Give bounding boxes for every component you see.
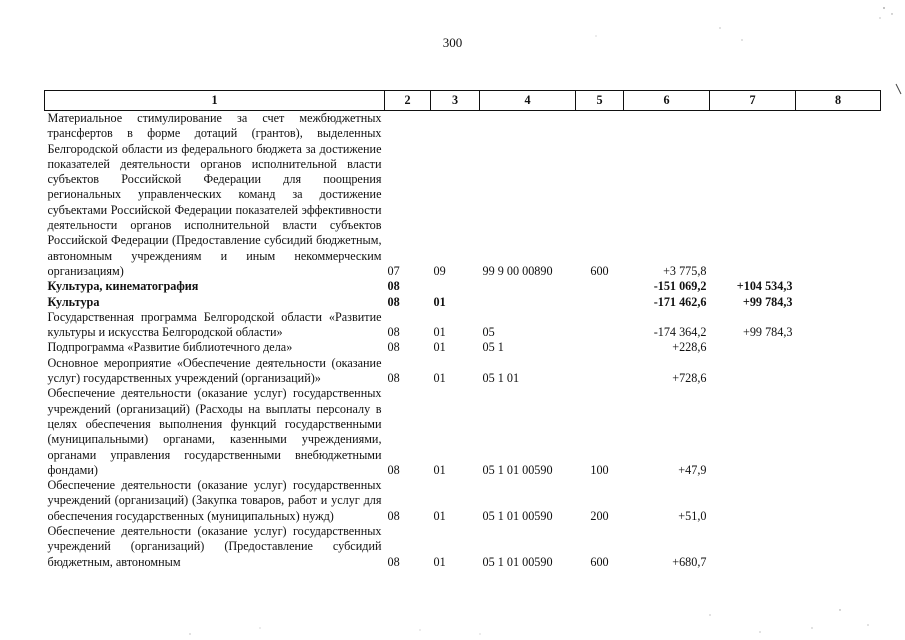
row-expense-type xyxy=(576,279,624,294)
row-section-code: 08 xyxy=(387,340,400,355)
table-row xyxy=(45,111,881,280)
page-number: 300 xyxy=(442,35,463,50)
table-row xyxy=(45,386,881,478)
row-subsection-code xyxy=(431,279,480,294)
column-header: 1 xyxy=(45,91,385,111)
row-target-article: 05 1 01 xyxy=(482,371,520,386)
row-expense-type xyxy=(576,356,624,387)
row-section-code: 08 xyxy=(387,279,400,294)
row-amount-col6: -151 069,2 xyxy=(653,279,707,294)
row-amount-col7 xyxy=(710,111,796,280)
row-subsection-code: 01 xyxy=(433,554,446,569)
row-amount-col6: +228,6 xyxy=(672,340,707,355)
row-name: Культура xyxy=(47,294,100,309)
column-header: 6 xyxy=(624,91,710,111)
row-target-article: 05 1 01 00590 xyxy=(482,554,553,569)
row-expense-type xyxy=(576,310,624,341)
row-amount-col7: +104 534,3 xyxy=(736,279,793,294)
row-amount-col6: +51,0 xyxy=(678,508,707,523)
row-amount-col6: -171 462,6 xyxy=(653,294,707,309)
row-expense-type: 600 xyxy=(590,554,609,569)
row-name: Обеспечение деятельности (оказание услуг) государственных учреждений (организаций) (Закупка товаров, работ и услуг для обеспечения государственных (муниципальных) нужд) xyxy=(47,478,382,523)
row-amount-col8 xyxy=(796,524,881,570)
row-amount-col8 xyxy=(796,356,881,387)
row-expense-type xyxy=(576,295,624,310)
row-subsection-code: 01 xyxy=(433,462,446,477)
row-section-code: 08 xyxy=(387,294,400,309)
column-header: 7 xyxy=(710,91,796,111)
row-target-article: 99 9 00 00890 xyxy=(482,263,553,278)
row-amount-col7 xyxy=(710,478,796,524)
row-section-code: 08 xyxy=(387,462,400,477)
header-row xyxy=(45,91,881,111)
row-subsection-code: 01 xyxy=(433,340,446,355)
row-name: Обеспечение деятельности (оказание услуг) государственных учреждений (организаций) (Расходы на выплаты персоналу в целях обеспечения выполнения функций государственными (муниципальными) органами, казенными учреждениями, органами управления государственными внебюджетными фондами) xyxy=(47,386,382,477)
budget-table xyxy=(44,90,881,570)
column-header: 8 xyxy=(796,91,881,111)
row-target-article xyxy=(480,279,576,294)
row-section-code: 08 xyxy=(387,325,400,340)
row-section-code: 08 xyxy=(387,371,400,386)
row-amount-col8 xyxy=(796,111,881,280)
table-row xyxy=(45,279,881,294)
column-header: 4 xyxy=(480,91,576,111)
row-name: Государственная программа Белгородской области «Развитие культуры и искусства Белгородской области» xyxy=(47,309,382,340)
column-header: 2 xyxy=(385,91,431,111)
row-amount-col7 xyxy=(710,340,796,355)
row-amount-col6: +47,9 xyxy=(678,462,707,477)
row-target-article: 05 xyxy=(482,325,495,340)
row-amount-col8 xyxy=(796,478,881,524)
table-row xyxy=(45,478,881,524)
table-row xyxy=(45,295,881,310)
column-header: 3 xyxy=(431,91,480,111)
row-expense-type xyxy=(576,340,624,355)
row-subsection-code: 09 xyxy=(433,263,446,278)
row-amount-col7: +99 784,3 xyxy=(742,325,793,340)
row-amount-col6: -174 364,2 xyxy=(653,325,707,340)
row-section-code: 08 xyxy=(387,554,400,569)
table-row xyxy=(45,340,881,355)
row-section-code: 08 xyxy=(387,508,400,523)
row-target-article xyxy=(480,295,576,310)
row-amount-col7 xyxy=(710,356,796,387)
row-name: Обеспечение деятельности (оказание услуг) государственных учреждений (организаций) (Предоставление субсидий бюджетным, автономным xyxy=(47,524,382,569)
row-target-article: 05 1 01 00590 xyxy=(482,508,553,523)
row-name: Материальное стимулирование за счет межбюджетных трансфертов в форме дотаций (грантов), выделенных Белгородской области из федерального бюджета за достижение показателей деятельности органов исполнительной власти субъектов Российской Федерации для поощрения региональных управленческих команд за достижение субъектами Российской Федерации показателей эффективности деятельности органов исполнительной власти субъектов Российской Федерации (Предоставление субсидий бюджетным, автономным учреждениям и иным некоммерческим организациям) xyxy=(47,111,382,278)
row-subsection-code: 01 xyxy=(433,325,446,340)
row-subsection-code: 01 xyxy=(433,508,446,523)
row-amount-col6: +680,7 xyxy=(672,554,707,569)
row-amount-col8 xyxy=(796,310,881,341)
row-amount-col6: +728,6 xyxy=(672,371,707,386)
row-expense-type: 100 xyxy=(590,462,609,477)
row-name: Культура, кинематография xyxy=(47,279,199,294)
row-subsection-code: 01 xyxy=(433,371,446,386)
row-amount-col7 xyxy=(710,386,796,478)
row-expense-type: 200 xyxy=(590,508,609,523)
row-amount-col8 xyxy=(796,386,881,478)
row-target-article: 05 1 01 00590 xyxy=(482,462,553,477)
row-expense-type: 600 xyxy=(590,263,609,278)
column-header: 5 xyxy=(576,91,624,111)
row-amount-col8 xyxy=(796,279,881,294)
row-name: Подпрограмма «Развитие библиотечного дела» xyxy=(47,340,293,355)
table-row xyxy=(45,524,881,570)
row-amount-col8 xyxy=(796,295,881,310)
row-amount-col7: +99 784,3 xyxy=(742,294,793,309)
row-amount-col7 xyxy=(710,524,796,570)
row-amount-col6: +3 775,8 xyxy=(663,263,707,278)
row-amount-col8 xyxy=(796,340,881,355)
row-name: Основное мероприятие «Обеспечение деятельности (оказание услуг) государственных учреждений (организаций)» xyxy=(47,355,382,386)
table-row xyxy=(45,310,881,341)
row-target-article: 05 1 xyxy=(482,340,504,355)
table-row xyxy=(45,356,881,387)
row-section-code: 07 xyxy=(387,263,400,278)
row-subsection-code: 01 xyxy=(433,294,446,309)
